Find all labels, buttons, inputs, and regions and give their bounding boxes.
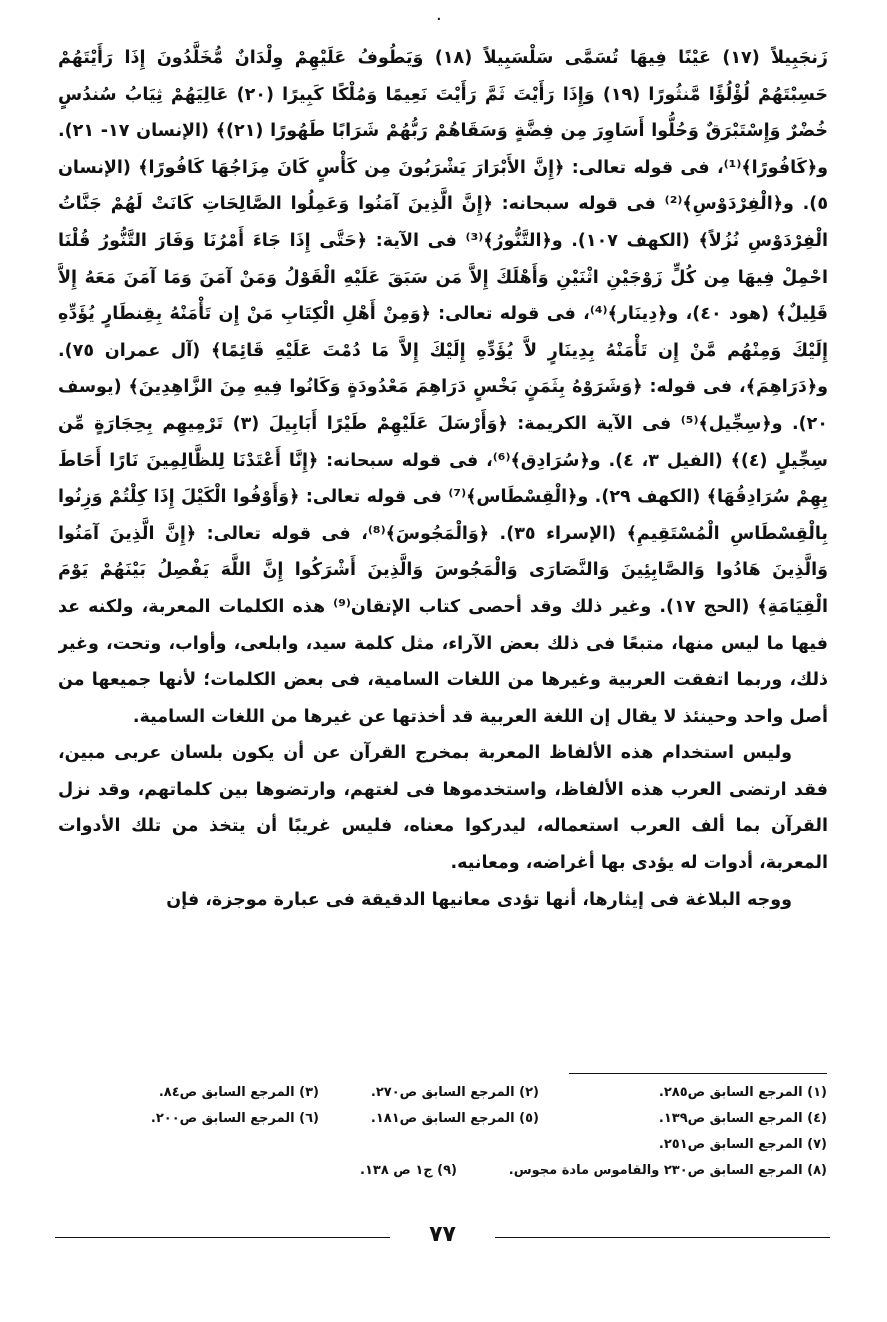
footnote-2: (٢) المرجع السابق ص٢٧٠. (370, 1085, 539, 1100)
footnote-row (57, 1106, 827, 1132)
footnotes (57, 1080, 827, 1184)
page-top-mark: ٠ (434, 8, 444, 29)
footnote-row (57, 1132, 827, 1158)
footnote-1: (١) المرجع السابق ص٢٨٥. (658, 1085, 827, 1100)
footnote-9: (٩) ج١ ص ١٣٨. (360, 1163, 457, 1178)
footnote-7: (٧) المرجع السابق ص٢٥١. (658, 1137, 827, 1152)
page-number: ٧٧ (429, 1222, 456, 1247)
footnote-8: (٨) المرجع السابق ص٢٣٠ والقاموس مادة مجوس. (508, 1163, 827, 1178)
main-text (58, 40, 828, 1050)
paragraph-usage-of-loanwords: وليس استخدام هذه الألفاظ المعربة بمخرج القرآن عن أن يكون بلسان عربى مبين، فقد ارتضى العرب هذه الألفاظ، واستخدموها فى لغتهم، وارتضوها بين كلماتهم، وقد نزل القرآن بما ألف العرب استعماله، ليدركوا معناه، فليس غريبًا أن يتخذ من تلك الأدوات المعربة، أدوات له يؤدى بها أغراضه، ومعانيه. (58, 743, 828, 874)
footnote-row (57, 1158, 827, 1184)
footnote-5: (٥) المرجع السابق ص١٨١. (370, 1111, 539, 1126)
footnote-3: (٣) المرجع السابق ص٨٤. (158, 1085, 319, 1100)
footnote-row (57, 1080, 827, 1106)
footnote-6: (٦) المرجع السابق ص٢٠٠. (150, 1111, 319, 1126)
footnote-4: (٤) المرجع السابق ص١٣٩. (658, 1111, 827, 1126)
footnote-separator (569, 1073, 827, 1074)
footer-rule-right (495, 1237, 830, 1238)
paragraph-rhetoric: ووجه البلاغة فى إيثارها، أنها تؤدى معانيها الدقيقة فى عبارة موجزة، فإن (166, 889, 792, 910)
paragraph-quranic-loanwords: زَنجَبِيلاً (١٧) عَيْنًا فِيهَا تُسَمَّى سَلْسَبِيلاً (١٨) وَيَطُوفُ عَلَيْهِمْ وِلْدَانٌ مُّخَلَّدُونَ إِذَا رَأَيْتَهُمْ حَسِبْتَهُمْ لُؤْلُؤًا مَّنثُورًا (١٩) وَإِذَا رَأَيْتَ ثَمَّ رَأَيْتَ نَعِيمًا وَمُلْكًا كَبِيرًا (٢٠) عَالِيَهُمْ ثِيَابُ سُندُسٍ خُضْرٌ وَإِسْتَبْرَقٌ وَحُلُّوا أَسَاوِرَ مِن فِضَّةٍ وَسَقَاهُمْ رَبُّهُمْ شَرَابًا طَهُورًا (٢١)﴾ (الإنسان ١٧- ٢١). و﴿كَافُورًا﴾⁽¹⁾، فى قوله تعالى: ﴿إِنَّ الأَبْرَارَ يَشْرَبُونَ مِن كَأْسٍ كَانَ مِزَاجُهَا كَافُورًا﴾ (الإنسان ٥). و﴿الْفِرْدَوْسِ﴾⁽²⁾ فى قوله سبحانه: ﴿إِنَّ الَّذِينَ آمَنُوا وَعَمِلُوا الصَّالِحَاتِ كَانَتْ لَهُمْ جَنَّاتُ الْفِرْدَوْسِ نُزُلاً﴾ (الكهف ١٠٧). و﴿التَّنُّورُ﴾⁽³⁾ فى الآية: ﴿حَتَّى إِذَا جَاءَ أَمْرُنَا وَفَارَ التَّنُّورُ قُلْنَا احْمِلْ فِيهَا مِن كُلٍّ زَوْجَيْنِ اثْنَيْنِ وَأَهْلَكَ إِلاَّ مَن سَبَقَ عَلَيْهِ الْقَوْلُ وَمَنْ آمَنَ وَمَا آمَنَ مَعَهُ إِلاَّ قَلِيلٌ﴾ (هود ٤٠)، و﴿دِينَار﴾⁽⁴⁾، فى قوله تعالى: ﴿وَمِنْ أَهْلِ الْكِتَابِ مَنْ إِن تَأْمَنْهُ بِقِنطَارٍ يُؤَدِّهِ إِلَيْكَ وَمِنْهُم مَّنْ إِن تَأْمَنْهُ بِدِينَارٍ لاَّ يُؤَدِّهِ إِلَيْكَ إِلاَّ مَا دُمْتَ عَلَيْهِ قَائِمًا﴾ (آل عمران ٧٥). و﴿دَرَاهِمَ﴾، فى قوله: ﴿وَشَرَوْهُ بِثَمَنٍ بَخْسٍ دَرَاهِمَ مَعْدُودَةٍ وَكَانُوا فِيهِ مِنَ الزَّاهِدِينَ﴾ (يوسف ٢٠). و﴿سِجِّيل﴾⁽⁵⁾ فى الآية الكريمة: ﴿وَأَرْسَلَ عَلَيْهِمْ طَيْرًا أَبَابِيلَ (٣) تَرْمِيهِم بِحِجَارَةٍ مِّن سِجِّيلٍ (٤)﴾ (الفيل ٣، ٤). و﴿سُرَادِق﴾⁽⁶⁾، فى قوله سبحانه: ﴿إِنَّا أَعْتَدْنَا لِلظَّالِمِينَ نَارًا أَحَاطَ بِهِمْ سُرَادِقُهَا﴾ (الكهف ٢٩). و﴿الْقِسْطَاس﴾⁽⁷⁾ فى قوله تعالى: ﴿وَأَوْفُوا الْكَيْلَ إِذَا كِلْتُمْ وَزِنُوا بِالْقِسْطَاسِ الْمُسْتَقِيمِ﴾ (الإسراء ٣٥). ﴿وَالْمَجُوسَ﴾⁽⁸⁾، فى قوله تعالى: ﴿إِنَّ الَّذِينَ آمَنُوا وَالَّذِينَ هَادُوا وَالصَّابِئِينَ وَالنَّصَارَى وَالْمَجُوسَ وَالَّذِينَ أَشْرَكُوا إِنَّ اللَّهَ يَفْصِلُ بَيْنَهُمْ يَوْمَ الْقِيَامَةِ﴾ (الحج ١٧). وغير ذلك وقد أحصى كتاب الإتقان⁽⁹⁾ هذه الكلمات المعربة، ولكنه عد فيها ما ليس منها، متبعًا فى ذلك بعض الآراء، مثل كلمة سيد، وابلعى، وأواب، وتحت، وغير ذلك، وربما اتفقت العربية وغيرها من اللغات السامية، فى بعض الكلمات؛ لأنها جميعها من أصل واحد وحينئذ لا يقال إن اللغة العربية قد أخذتها عن غيرها من اللغات السامية. (58, 48, 828, 727)
page-footer (55, 1222, 830, 1247)
